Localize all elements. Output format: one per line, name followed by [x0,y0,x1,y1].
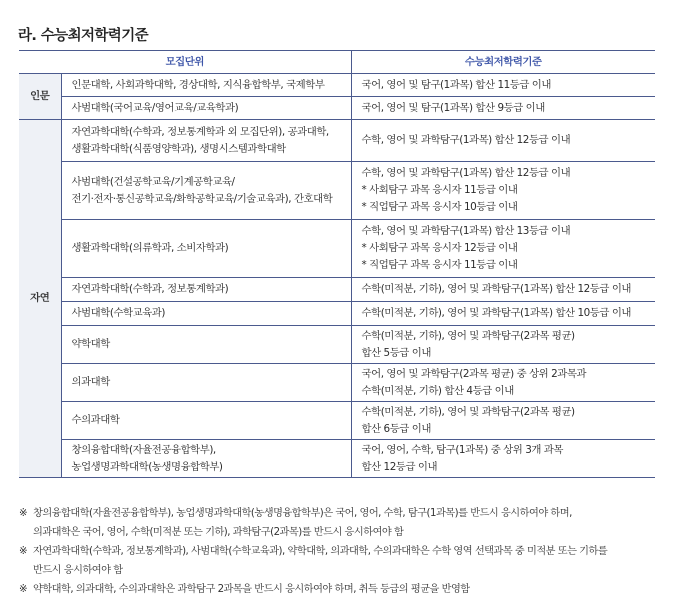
table-header-row [19,51,655,74]
unit-cell [61,302,351,326]
footnote-text: 약학대학, 의과대학, 수의과대학은 과학탐구 2과목을 반드시 응시하여야 하며, 취득 등급의 평균을 반영함 [33,584,470,595]
reference-mark-icon: ※ [19,546,28,557]
unit-cell [61,120,351,162]
criteria-cell [351,97,655,120]
criteria-text: 국어, 영어 및 과학탐구(2과목 평균) 중 상위 2과목과 [361,367,587,380]
criteria-cell [351,440,655,478]
criteria-text: 합산 12등급 이내 [361,460,438,473]
footnote-text: 자연과학대학(수학과, 정보통계학과), 사범대학(수학교육과), 약학대학, 의과대학, 수의과대학은 수학 영역 선택과목 중 미적분 또는 기하를 [33,546,608,557]
criteria-text: 수학(미적분, 기하), 영어 및 과학탐구(1과목) 합산 12등급 이내 [361,283,632,295]
unit-text: 사범대학(수학교육과) [71,307,165,319]
criteria-text: 수학(미적분, 기하), 영어 및 과학탐구(2과목 평균) [361,329,575,342]
criteria-cell [351,120,655,162]
criteria-text: 수학(미적분, 기하), 영어 및 과학탐구(2과목 평균) [361,405,575,418]
criteria-cell [351,402,655,440]
criteria-text: * 사회탐구 과목 응시자 12등급 이내 [361,242,518,254]
criteria-text: 수학, 영어 및 과학탐구(1과목) 합산 13등급 이내 [361,225,571,237]
footnote-text: 의과대학은 국어, 영어, 수학(미적분 또는 기하), 과학탐구(2과목)를 반드시 응시하여야 함 [33,527,404,538]
criteria-text: 합산 6등급 이내 [361,422,431,435]
footnotes [19,504,669,599]
table-row [19,302,655,326]
unit-text: 사범대학(건설공학교육/기계공학교육/ [71,175,235,188]
criteria-text: * 직업탐구 과목 응시자 10등급 이내 [361,201,518,213]
reference-mark-icon: ※ [19,508,28,519]
table-row [19,162,655,220]
table-row [19,278,655,302]
group-label-science: 자연 [19,120,61,478]
criteria-cell [351,326,655,364]
section-title: 라. 수능최저학력기준 [18,28,149,44]
unit-cell [61,364,351,402]
reference-mark-icon: ※ [19,584,28,595]
unit-text: 수의과대학 [71,414,120,426]
criteria-text: 국어, 영어 및 탐구(1과목) 합산 9등급 이내 [361,101,545,114]
unit-text: 자연과학대학(수학과, 정보통계학과 외 모집단위), 공과대학, [71,125,329,138]
criteria-text: 수학, 영어 및 과학탐구(1과목) 합산 12등급 이내 [361,134,571,146]
unit-text: 농업생명과학대학(농생명융합학부) [71,460,223,473]
criteria-cell [351,302,655,326]
criteria-text: * 사회탐구 과목 응시자 11등급 이내 [361,184,518,196]
table-row [19,74,655,97]
unit-text: 자연과학대학(수학과, 정보통계학과) [71,283,229,295]
criteria-cell [351,364,655,402]
table-row [19,326,655,364]
footnote [19,580,669,599]
footnote-text: 반드시 응시하여야 함 [33,565,123,576]
footnote-text: 창의융합대학(자율전공융합학부), 농업생명과학대학(농생명융합학부)은 국어, 영어, 수학, 탐구(1과목)를 반드시 응시하여야 하며, [33,508,572,519]
group-label-humanities: 인문 [19,74,61,120]
unit-cell [61,278,351,302]
table-row [19,97,655,120]
unit-text: 사범대학(국어교육/영어교육/교육학과) [71,101,239,114]
criteria-table [19,50,655,478]
unit-text: 창의융합대학(자율전공융합학부), [71,443,216,456]
unit-cell [61,97,351,120]
unit-cell [61,402,351,440]
criteria-cell [351,220,655,278]
criteria-text: 수학, 영어 및 과학탐구(1과목) 합산 12등급 이내 [361,167,571,179]
unit-cell [61,74,351,97]
table-row [19,220,655,278]
table-row [19,120,655,162]
unit-cell [61,326,351,364]
criteria-cell [351,278,655,302]
criteria-text: 국어, 영어, 수학, 탐구(1과목) 중 상위 3개 과목 [361,443,563,456]
header-criteria: 수능최저학력기준 [351,51,655,74]
criteria-text: * 직업탐구 과목 응시자 11등급 이내 [361,259,518,271]
unit-cell [61,162,351,220]
footnote [19,504,669,542]
table-row [19,402,655,440]
footnote [19,542,669,580]
unit-text: 인문대학, 사회과학대학, 경상대학, 지식융합학부, 국제학부 [71,78,325,91]
unit-cell [61,440,351,478]
unit-text: 생활과학대학(의류학과, 소비자학과) [71,242,229,254]
criteria-cell [351,162,655,220]
table-row [19,364,655,402]
unit-cell [61,220,351,278]
unit-text: 약학대학 [71,338,110,350]
criteria-text: 합산 5등급 이내 [361,346,431,359]
criteria-text: 국어, 영어 및 탐구(1과목) 합산 11등급 이내 [361,78,551,91]
unit-text: 전기·전자·통신공학교육/화학공학교육/기술교육과), 간호대학 [71,192,333,205]
unit-text: 의과대학 [71,376,110,388]
criteria-cell [351,74,655,97]
unit-text: 생활과학대학(식품영양학과), 생명시스템과학대학 [71,142,286,155]
criteria-text: 수학(미적분, 기하) 합산 4등급 이내 [361,384,514,397]
header-unit: 모집단위 [19,51,351,74]
table-row [19,440,655,478]
criteria-text: 수학(미적분, 기하), 영어 및 과학탐구(1과목) 합산 10등급 이내 [361,307,632,319]
